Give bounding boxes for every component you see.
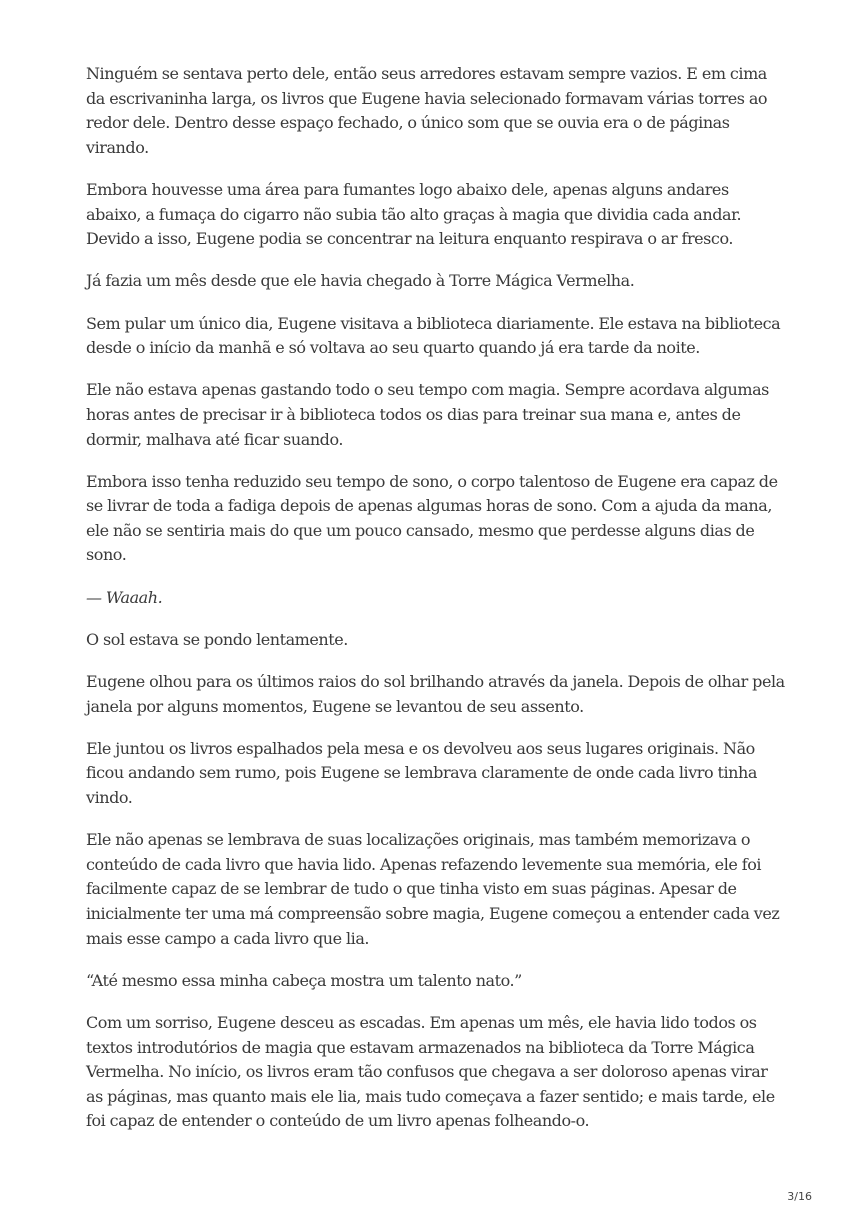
paragraph: O sol estava se pondo lentamente. — [86, 629, 348, 649]
page-number: 3/16 — [787, 1190, 812, 1203]
document-body — [86, 62, 786, 1152]
paragraph: Embora houvesse uma área para fumantes logo abaixo dele, apenas alguns andares abaixo, a fumaça do cigarro não subia tão alto graças à magia que dividia cada andar. Devido a isso, Eugene podia se concentrar na leitura enquanto respirava o ar fresco. — [86, 179, 742, 249]
paragraph: Ele juntou os livros espalhados pela mesa e os devolveu aos seus lugares originais. Não ficou andando sem rumo, pois Eugene se lembrava claramente de onde cada livro tinha vindo. — [86, 738, 757, 807]
paragraph: Eugene olhou para os últimos raios do sol brilhando através da janela. Depois de olhar pela janela por alguns momentos, Eugene se levantou de seu assento. — [86, 672, 785, 716]
quote-line: “Até mesmo essa minha cabeça mostra um talento nato.” — [86, 970, 522, 990]
paragraph: Sem pular um único dia, Eugene visitava a biblioteca diariamente. Ele estava na biblioteca desde o início da manhã e só voltava ao seu quarto quando já era tarde da noite. — [86, 313, 781, 358]
paragraph: Ele não apenas se lembrava de suas localizações originais, mas também memorizava o conteúdo de cada livro que havia lido. Apenas refazendo levemente sua memória, ele foi facilmente capaz de se lembrar de tudo o que tinha visto em suas páginas. Apesar de inicialmente ter uma má compreensão sobre magia, Eugene começou a entender cada vez mais esse campo a cada livro que lia. — [86, 830, 780, 948]
paragraph: Já fazia um mês desde que ele havia chegado à Torre Mágica Vermelha. — [86, 271, 635, 291]
paragraph: Com um sorriso, Eugene desceu as escadas. Em apenas um mês, ele havia lido todos os textos introdutórios de magia que estavam armazenados na biblioteca da Torre Mágica Vermelha. No início, os livros eram tão confusos que chegava a ser doloroso apenas virar as páginas, mas quanto mais ele lia, mais tudo começava a fazer sentido; e mais tarde, ele foi capaz de entender o conteúdo de um livro apenas folheando-o. — [86, 1012, 775, 1131]
exclamation-line: — Waaah. — [86, 587, 163, 607]
paragraph: Ninguém se sentava perto dele, então seus arredores estavam sempre vazios. E em cima da escrivaninha larga, os livros que Eugene havia selecionado formavam várias torres ao redor dele. Dentro desse espaço fechado, o único som que se ouvia era o de páginas virando. — [86, 64, 768, 157]
paragraph: Ele não estava apenas gastando todo o seu tempo com magia. Sempre acordava algumas horas antes de precisar ir à biblioteca todos os dias para treinar sua mana e, antes de dormir, malhava até ficar suando. — [86, 380, 769, 449]
paragraph: Embora isso tenha reduzido seu tempo de sono, o corpo talentoso de Eugene era capaz de se livrar de toda a fadiga depois de apenas algumas horas de sono. Com a ajuda da mana, ele não se sentiria mais do que um pouco cansado, mesmo que perdesse alguns dias de sono. — [86, 471, 778, 565]
